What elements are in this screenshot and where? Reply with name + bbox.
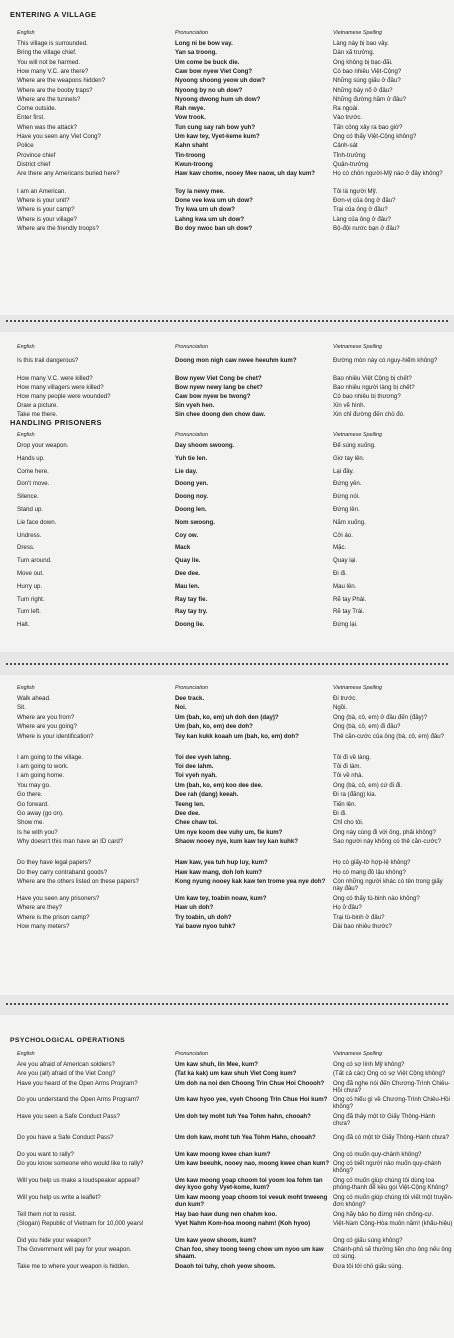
english-phrase: I am going to work. — [17, 763, 69, 770]
vietnamese-spelling: Bao nhiêu Việt Cộng bị chết? — [333, 374, 412, 382]
pronunciation: Um (bah, ko, em) dee doh? — [175, 723, 253, 731]
english-phrase: Go away (go on). — [17, 810, 64, 817]
pronunciation: Doaoh toi tuhy, choh yeow shoom. — [175, 1262, 276, 1270]
english-phrase: Enter first. — [17, 114, 45, 122]
vietnamese-spelling: Dẫn xã trưởng. — [333, 49, 375, 57]
pronunciation: Toi dee vyeh lahng. — [175, 753, 232, 761]
pronunciation: Dee dee. — [175, 570, 201, 577]
header-pronunciation: Pronunciation — [175, 30, 208, 36]
pronunciation: Doong noy. — [175, 493, 209, 501]
vietnamese-spelling: Ông đã có một tờ Giấy Thông-Hành chưa? — [333, 1134, 450, 1141]
english-phrase: Tell them not to resist. — [17, 1210, 77, 1218]
vietnamese-spelling: Đi đi. — [333, 810, 347, 817]
pronunciation: Um kaw hyoo yee, vyeh Choong Trin Chue Hoi kum? — [175, 1096, 328, 1104]
english-phrase: This village is surrounded. — [17, 40, 88, 47]
english-phrase: Come here. — [17, 467, 49, 475]
english-phrase: Will you help us write a leaflet? — [17, 1193, 101, 1201]
english-phrase: Turn around. — [17, 557, 52, 565]
pronunciation: Yan sa troong. — [175, 49, 217, 57]
pronunciation: Ray tay fie. — [175, 595, 208, 603]
vietnamese-spelling: Dài bao nhiêu thước? — [333, 923, 392, 931]
pronunciation: Um come be buck die. — [175, 58, 240, 66]
header-english: English — [17, 1051, 35, 1057]
pronunciation: Sin chee doong den chow daw. — [175, 411, 266, 419]
english-phrase: How many V.C. were killed? — [17, 374, 93, 382]
pronunciation: Um (bah, ko, em) koo dee dee. — [175, 781, 263, 789]
pronunciation: Um doh tey moht tuh Yea Tohm hahn, chooah? — [175, 1113, 311, 1121]
english-phrase: How many V.C. are there? — [17, 67, 89, 75]
pronunciation: Noi. — [175, 704, 187, 712]
vietnamese-spelling: Ông (bà, cô, em) cứ đi đi. — [333, 781, 403, 789]
english-phrase: Show me. — [17, 819, 45, 827]
vietnamese-spelling: Ông có sợ lính Mỹ không? — [333, 1061, 405, 1068]
header-vietnamese: Vietnamese Spelling — [333, 344, 383, 350]
vietnamese-spelling: Tỉnh-trưởng — [333, 151, 366, 159]
vietnamese-spelling: Quay lại. — [333, 557, 358, 565]
pronunciation: Hay bao haw dung nen chahm koo. — [175, 1210, 277, 1218]
vietnamese-spelling: Ông (bà, cô, em) đi đâu? — [333, 723, 401, 731]
english-phrase: Why doesn't this man have an ID card? — [17, 838, 124, 846]
pronunciation: Doong len. — [175, 506, 207, 513]
vietnamese-spelling: Tôi là người Mỹ. — [333, 187, 378, 195]
vietnamese-spelling: (Tất cả các) Ông có sợ Việt Cộng không? — [333, 1070, 446, 1078]
pronunciation: Lahng kwa um uh dow? — [175, 215, 245, 223]
vietnamese-spelling: Ra ngoài. — [333, 105, 360, 113]
vietnamese-spelling: Tôi đi làm. — [333, 763, 362, 770]
pronunciation: Um nye koom dee vuhy um, fie kum? — [175, 828, 283, 836]
vietnamese-spelling: Rẽ tay Phải. — [333, 595, 367, 603]
english-phrase: I am going home. — [17, 772, 65, 780]
vietnamese-spelling: Xin chỉ đường đến chỗ đó. — [333, 411, 405, 419]
english-phrase: Where are the tunnels? — [17, 95, 81, 103]
pronunciation: Vyet Nahm Kom-hoa moong nahm! (Koh hyoo) — [175, 1219, 311, 1227]
dotted-divider — [6, 663, 448, 665]
english-phrase: Sit. — [17, 704, 26, 712]
pronunciation: Kwun-troong — [175, 160, 213, 168]
english-phrase: Where is your unit? — [17, 197, 70, 204]
english-phrase: The Government will pay for your weapon. — [17, 1245, 132, 1253]
vietnamese-spelling: Đường mòn này có nguy-hiểm không? — [333, 357, 438, 364]
pronunciation: Chee chaw toi. — [175, 819, 218, 827]
pronunciation: Toy la newy mee. — [175, 187, 225, 195]
pronunciation: Um kaw shuh, lin Mee, kum? — [175, 1061, 258, 1068]
vietnamese-spelling: Giơ tay lên. — [333, 454, 365, 462]
vietnamese-spelling: Ông có muốn giúp chúng tôi viết một truyền-đơn không? — [333, 1193, 453, 1208]
english-phrase: Are you (all) afraid of the Viet Cong? — [17, 1070, 116, 1078]
english-phrase: Where are the booby traps? — [17, 86, 93, 94]
pronunciation: Caw bow nyew be twong? — [175, 392, 251, 400]
header-pronunciation: Pronunciation — [175, 685, 208, 691]
pronunciation: Nyoong by no uh dow? — [175, 86, 243, 94]
pronunciation: Lie day. — [175, 467, 198, 475]
english-phrase: Where are the weapons hidden? — [17, 77, 106, 85]
english-phrase: Take me to where your weapon is hidden. — [17, 1262, 130, 1270]
pronunciation: Um kaw yeow shoom, kum? — [175, 1236, 257, 1244]
vietnamese-spelling: Ông không bị bạc-đãi. — [333, 58, 393, 66]
pronunciation: Vow trook. — [175, 114, 206, 122]
english-phrase: Are you afraid of American soldiers? — [17, 1061, 115, 1068]
english-phrase: Go there. — [17, 791, 43, 799]
pronunciation: Um (bah, ko, em) uh doh den (day)? — [175, 713, 279, 721]
english-phrase: Do they carry contraband goods? — [17, 868, 108, 876]
pronunciation: Tun cung say rah bow yuh? — [175, 123, 256, 131]
english-phrase: Turn left. — [17, 608, 41, 616]
vietnamese-spelling: Sao người này không có thẻ căn-cước? — [333, 838, 441, 846]
vietnamese-spelling: Tiến lên. — [333, 800, 357, 808]
vietnamese-spelling: Quận-trưởng — [333, 160, 369, 168]
english-phrase: Will you help us make a loudspeaker appeal? — [17, 1176, 140, 1184]
pronunciation: Kahn shaht — [175, 142, 209, 150]
pronunciation: Bow nyew Viet Cong be chet? — [175, 374, 262, 382]
header-vietnamese: Vietnamese Spelling — [333, 432, 383, 438]
vietnamese-spelling: Ông có muốn giúp chúng tôi dùng loa phóng-thanh để kêu gọi Việt-Cộng Không? — [333, 1176, 449, 1191]
vietnamese-spelling: Còn những người khác có tên trong giấy này đâu? — [333, 878, 443, 893]
pronunciation: Haw kaw chome, nooey Mee naow, uh day kum? — [175, 170, 315, 178]
pronunciation: Done vee kwa um uh dow? — [175, 197, 253, 204]
header-vietnamese: Vietnamese Spelling — [333, 1051, 383, 1057]
english-phrase: Halt. — [17, 621, 30, 629]
section-title: ENTERING A VILLAGE — [10, 10, 97, 19]
pronunciation: Um kaw beeuhk, nooey nao, moong kwee chan kum? — [175, 1160, 330, 1168]
english-phrase: Walk ahead. — [17, 695, 51, 702]
pronunciation: Nyoong shoong yeow uh dow? — [175, 77, 266, 85]
vietnamese-spelling: Ông có hiểu gì về Chương-Trình Chiêu-Hồi không? — [333, 1096, 450, 1111]
vietnamese-spelling: Mau lên. — [333, 582, 357, 590]
header-english: English — [17, 685, 35, 691]
vietnamese-spelling: Ông này cùng đi với ông, phải không? — [333, 828, 436, 836]
vietnamese-spelling: Cảnh-sát — [333, 142, 358, 150]
vietnamese-spelling: Lại đây. — [333, 467, 354, 475]
vietnamese-spelling: Ông có thấy Việt-Cộng không? — [333, 133, 417, 140]
english-phrase: Where are you from? — [17, 713, 75, 721]
pronunciation: (Tat ka kak) um kaw shuh Viet Cong kum? — [175, 1070, 297, 1078]
vietnamese-spelling: Đứng lại. — [333, 621, 358, 629]
english-phrase: Did you hide your weapon? — [17, 1236, 91, 1244]
header-pronunciation: Pronunciation — [175, 432, 208, 438]
pronunciation: Coy ow. — [175, 531, 199, 539]
vietnamese-spelling: Rẽ tay Trái. — [333, 608, 365, 616]
pronunciation: Day shoom swoong. — [175, 442, 235, 449]
english-phrase: Have you seen a Safe Conduct Pass? — [17, 1113, 120, 1121]
english-phrase: When was the attack? — [17, 123, 77, 131]
vietnamese-spelling: Ông có thấy tù-binh nào không? — [333, 895, 420, 902]
vietnamese-spelling: Xin vẽ hình. — [333, 402, 366, 410]
phrase-panel-prisoners — [0, 332, 454, 652]
pronunciation: Try kwa um uh dow? — [175, 206, 235, 214]
pronunciation: Toi dee lahm. — [175, 763, 214, 770]
pronunciation: Rah nwye. — [175, 105, 206, 113]
english-phrase: Have you heard of the Open Arms Program? — [17, 1079, 138, 1087]
pronunciation: Um kaw moong kwee chan kum? — [175, 1150, 271, 1158]
english-phrase: Hands up. — [17, 454, 45, 462]
pronunciation: Um kaw moong yoap choom toi yoom loa fohm tan dey kyoo gohy Vyet-kome, kum? — [175, 1176, 323, 1191]
vietnamese-spelling: Ông có biết người nào muốn quy-chánh không? — [333, 1160, 442, 1175]
header-pronunciation: Pronunciation — [175, 1051, 208, 1057]
pronunciation: Haw kaw mang, doh loh kum? — [175, 868, 263, 876]
english-phrase: Move out. — [17, 570, 44, 577]
english-phrase: Go forward. — [17, 800, 49, 808]
header-vietnamese: Vietnamese Spelling — [333, 30, 383, 36]
pronunciation: Bow nyew newy lang be chet? — [175, 383, 263, 391]
english-phrase: How many meters? — [17, 923, 70, 931]
dotted-divider — [6, 1003, 448, 1005]
pronunciation: Chan foo, shey toong teeng chow um nyoo um kaw shaam. — [175, 1245, 324, 1260]
vietnamese-spelling: Ông có giấu súng không? — [333, 1236, 403, 1244]
pronunciation: Nyoong dwong hum uh dow? — [175, 95, 261, 103]
english-phrase: Have you seen any Viet Cong? — [17, 133, 101, 140]
english-phrase: How many people were wounded? — [17, 392, 111, 400]
pronunciation: Dee rah (dang) keeah. — [175, 791, 239, 799]
english-phrase: Do they have legal papers? — [17, 859, 92, 867]
english-phrase: Take me there. — [17, 411, 58, 419]
header-pronunciation: Pronunciation — [175, 344, 208, 350]
pronunciation: Tey kan kukk koaah um (bah, ko, em) doh? — [175, 732, 299, 740]
vietnamese-spelling: Chỉ cho tôi. — [333, 819, 364, 827]
vietnamese-spelling: Đứng lên. — [333, 506, 360, 513]
english-phrase: You may go. — [17, 781, 51, 789]
vietnamese-spelling: Những bẫy nổ ở đâu? — [333, 86, 393, 94]
vietnamese-spelling: Có bao nhiêu Việt-Cộng? — [333, 67, 402, 75]
vietnamese-spelling: Bộ-đội nước bạn ở đâu? — [333, 224, 400, 232]
pronunciation: Nom swoong. — [175, 518, 215, 526]
vietnamese-spelling: Đứng yên. — [333, 480, 362, 488]
vietnamese-spelling: Đừng nói. — [333, 493, 360, 501]
english-phrase: Lie face down. — [17, 518, 57, 526]
section-title: PSYCHOLOGICAL OPERATIONS — [10, 1037, 126, 1044]
pronunciation: Haw kaw, yea tuh hup luy, kum? — [175, 859, 268, 867]
english-phrase: Where are you going? — [17, 723, 77, 731]
vietnamese-spelling: Thẻ căn-cước của ông (bà, cô, em) đâu? — [333, 732, 445, 740]
phrase-panel-psyops — [0, 1015, 454, 1338]
pronunciation: Mack — [175, 544, 191, 552]
pronunciation: Shaow nooey nye, kum kaw tey kan kuhk? — [175, 838, 298, 846]
vietnamese-spelling: Làng này bị bao vây. — [333, 40, 389, 47]
header-english: English — [17, 432, 35, 438]
pronunciation: Caw bow nyew Viet Cong? — [175, 67, 253, 75]
english-phrase: You will not be harmed. — [17, 58, 81, 66]
vietnamese-spelling: Trại tù-binh ở đâu? — [333, 913, 385, 921]
vietnamese-spelling: Có bao nhiêu bị thương? — [333, 392, 401, 400]
header-vietnamese: Vietnamese Spelling — [333, 685, 383, 691]
english-phrase: (Slogan) Republic of Vietnam for 10,000 years! — [17, 1219, 144, 1227]
pronunciation: Doong mon nigh caw nwee heeuhm kum? — [175, 357, 297, 364]
vietnamese-spelling: Mặc. — [333, 544, 347, 552]
pronunciation: Toi vyeh nyah. — [175, 772, 217, 780]
vietnamese-spelling: Ngồi. — [333, 704, 348, 712]
pronunciation: Um kaw tey, toabin noaw, kum? — [175, 895, 267, 902]
vietnamese-spelling: Ông (bà, cô, em) ở đâu đến (đây)? — [333, 713, 428, 721]
vietnamese-spelling: Tôi về nhà. — [333, 772, 364, 780]
english-phrase: Where are the friendly troops? — [17, 224, 99, 232]
vietnamese-spelling: Việt-Nam Cộng-Hòa muôn năm! (khẩu-hiệu) — [333, 1219, 453, 1227]
english-phrase: Police — [17, 142, 34, 150]
vietnamese-spelling: Vào trước. — [333, 114, 363, 122]
english-phrase: Where is your identification? — [17, 732, 94, 740]
pronunciation: Kong nyung nooey kak kaw ten trome yea nye doh? — [175, 878, 326, 885]
vietnamese-spelling: Họ có mang đồ lậu không? — [333, 868, 406, 876]
english-phrase: Is he with you? — [17, 828, 58, 836]
english-phrase: Drop your weapon. — [17, 442, 69, 449]
english-phrase: Dress. — [17, 544, 35, 552]
vietnamese-spelling: Họ ở đâu? — [333, 904, 362, 912]
english-phrase: Silence. — [17, 493, 39, 501]
header-english: English — [17, 30, 35, 36]
vietnamese-spelling: Trại của ông ở đâu? — [333, 206, 388, 214]
pronunciation: Doong yen. — [175, 480, 209, 488]
vietnamese-spelling: Đi trước. — [333, 695, 357, 702]
pronunciation: Long ni be bow vay. — [175, 40, 233, 47]
vietnamese-spelling: Làng của ông ở đâu? — [333, 215, 391, 223]
english-phrase: Where is your village? — [17, 215, 77, 223]
pronunciation: Sin vyeh hen. — [175, 402, 215, 410]
english-phrase: Come outside. — [17, 105, 57, 113]
vietnamese-spelling: Đưa tôi tới chỗ giấu súng. — [333, 1262, 404, 1270]
pronunciation: Quay lie. — [175, 557, 201, 565]
english-phrase: Bring the village chief. — [17, 49, 77, 57]
vietnamese-spelling: Ông đã nghe nói đến Chương-Trình Chiêu-Hồi chưa? — [333, 1079, 450, 1094]
vietnamese-spelling: Cởi áo. — [333, 531, 353, 539]
dotted-divider — [6, 320, 448, 322]
vietnamese-spelling: Ông hãy bảo họ đừng nên chống-cự. — [333, 1210, 434, 1218]
english-phrase: Where are the others listed on these papers? — [17, 878, 139, 885]
english-phrase: Do you know someone who would like to rally? — [17, 1160, 144, 1168]
english-phrase: I am going to the village. — [17, 753, 84, 761]
english-phrase: Where is your camp? — [17, 206, 75, 214]
vietnamese-spelling: Ông có muốn quy-chánh không? — [333, 1150, 422, 1158]
pronunciation: Um doh na noi den Choong Trin Chue Hoi Choooh? — [175, 1079, 325, 1087]
vietnamese-spelling: Bao nhiêu người làng bị chết? — [333, 383, 415, 391]
english-phrase: Don't move. — [17, 480, 50, 488]
english-phrase: How many villagers were killed? — [17, 383, 104, 391]
english-phrase: Undress. — [17, 531, 42, 539]
pronunciation: Bo doy nwoc ban uh dow? — [175, 224, 253, 232]
vietnamese-spelling: Họ có chôn người-Mỹ nào ở đây không? — [333, 170, 443, 178]
english-phrase: Province chief — [17, 151, 56, 159]
pronunciation: Try toabin, uh doh? — [175, 913, 232, 921]
vietnamese-spelling: Ông đã thấy một tờ Giấy Thông-Hành chưa? — [333, 1113, 436, 1128]
pronunciation: Um doh kaw, moht tuh Yea Tohm Hahn, chooah? — [175, 1134, 316, 1141]
vietnamese-spelling: Những đường hầm ở đâu? — [333, 95, 407, 103]
pronunciation: Dee dee. — [175, 810, 201, 817]
vietnamese-spelling: Đi đi. — [333, 570, 347, 577]
vietnamese-spelling: Những súng giấu ở đâu? — [333, 77, 401, 85]
pronunciation: Um kaw tey, Vyet-keme kum? — [175, 133, 260, 140]
english-phrase: Hurry up. — [17, 582, 43, 590]
english-phrase: Is this trail dangerous? — [17, 357, 79, 364]
english-phrase: Do you have a Safe Conduct Pass? — [17, 1134, 114, 1141]
english-phrase: Turn right. — [17, 595, 45, 603]
pronunciation: Teeng len. — [175, 800, 205, 808]
english-phrase: Are there any Americans buried here? — [17, 170, 120, 178]
english-phrase: Have you seen any prisoners? — [17, 895, 100, 902]
pronunciation: Yai baow nyoo tuhk? — [175, 923, 236, 931]
english-phrase: Where are they? — [17, 904, 63, 912]
header-english: English — [17, 344, 35, 350]
english-phrase: District chief — [17, 160, 51, 168]
english-phrase: Do you understand the Open Arms Program? — [17, 1096, 140, 1104]
english-phrase: Where is the prison camp? — [17, 913, 90, 921]
vietnamese-spelling: Họ có giấy-tờ hợp-lệ không? — [333, 859, 411, 867]
pronunciation: Mau len. — [175, 582, 200, 590]
vietnamese-spelling: Tôi đi về làng. — [333, 753, 371, 761]
english-phrase: Stand up. — [17, 506, 44, 513]
english-phrase: Draw a picture. — [17, 402, 58, 410]
pronunciation: Haw uh doh? — [175, 904, 214, 912]
section-title: HANDLING PRISONERS — [10, 418, 102, 427]
pronunciation: Um kaw moong yoap choom toi veeuk moht trweeng dun kum? — [175, 1193, 328, 1208]
phrase-panel-entering-village — [0, 0, 454, 315]
english-phrase: I am an American. — [17, 187, 67, 195]
pronunciation: Dee track. — [175, 695, 205, 702]
pronunciation: Tin-troong — [175, 151, 206, 159]
phrase-panel-questioning — [0, 675, 454, 995]
vietnamese-spelling: Để súng xuống. — [333, 442, 376, 449]
vietnamese-spelling: Chánh-phủ sẽ thưởng tiền cho ông nếu ông có súng. — [333, 1245, 452, 1260]
vietnamese-spelling: Đi ra (đằng) kia. — [333, 791, 377, 799]
vietnamese-spelling: Tấn công xảy ra bao giờ? — [333, 123, 403, 131]
pronunciation: Ray tay try. — [175, 608, 208, 616]
vietnamese-spelling: Đơn-vị của ông ở đâu? — [333, 197, 396, 204]
vietnamese-spelling: Nằm xuống. — [333, 518, 366, 526]
pronunciation: Doong lie. — [175, 621, 205, 629]
pronunciation: Yuh tie len. — [175, 454, 208, 462]
english-phrase: Do you want to rally? — [17, 1150, 74, 1158]
